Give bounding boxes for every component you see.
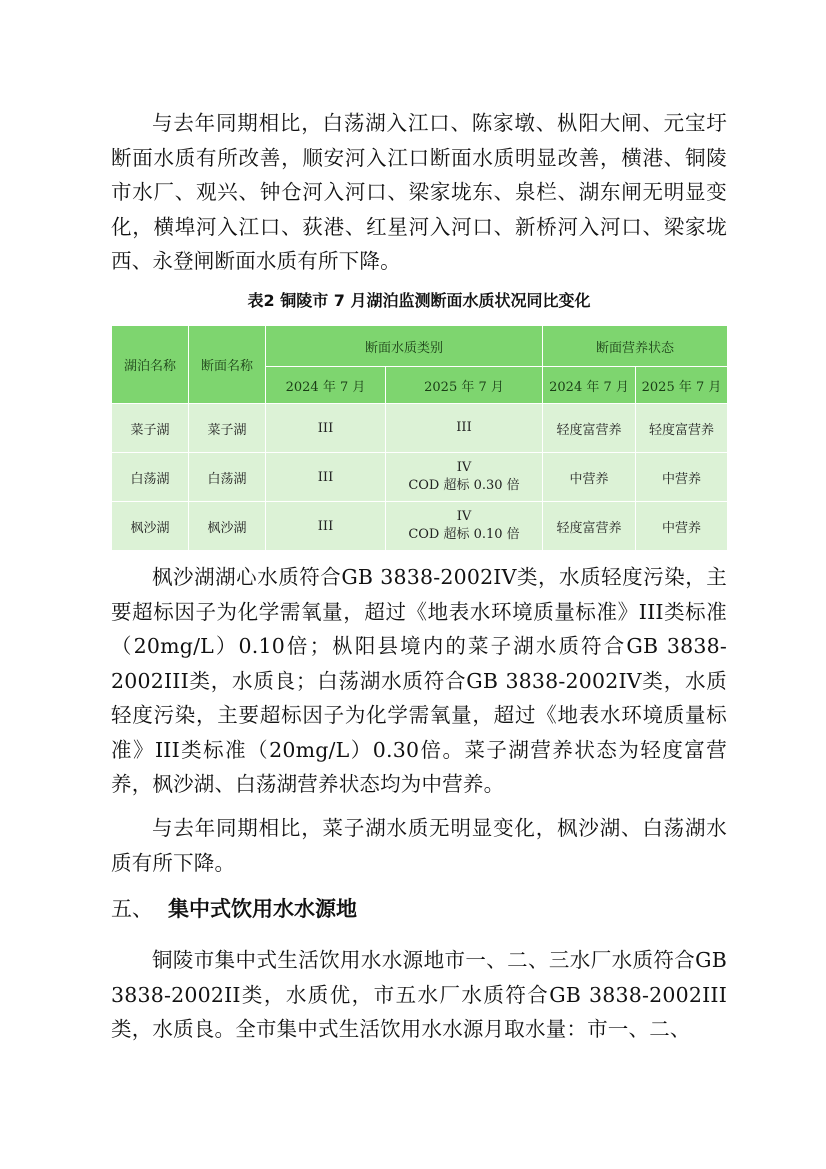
table-row: [112, 502, 728, 551]
cell-lake: 枫沙湖: [112, 502, 189, 551]
cell-lake: 菜子湖: [112, 404, 189, 453]
cell-lake: 白荡湖: [112, 453, 189, 502]
lake-water-quality-table: [111, 325, 728, 551]
cell-class-2025: [386, 453, 543, 502]
cell-class-2024: III: [266, 404, 386, 453]
class-2025-value: IV: [456, 509, 472, 524]
table-title: 表2 铜陵市 7 月湖泊监测断面水质状况同比变化: [247, 291, 591, 310]
header-nutrient-2025: 2025 年 7 月: [636, 367, 728, 404]
header-water-class: 断面水质类别: [266, 326, 543, 367]
cell-nutrient-2024: 轻度富营养: [543, 502, 636, 551]
class-2025-value: III: [456, 420, 472, 435]
header-class-2025: 2025 年 7 月: [386, 367, 543, 404]
section-number: 五、: [111, 897, 153, 921]
section-heading: [111, 894, 357, 924]
header-nutrient-state: 断面营养状态: [543, 326, 728, 367]
cell-nutrient-2024: 中营养: [543, 453, 636, 502]
header-class-2024: 2024 年 7 月: [266, 367, 386, 404]
table-row: [112, 453, 728, 502]
cell-nutrient-2025: 轻度富营养: [636, 404, 728, 453]
class-2025-note: COD 超标 0.30 倍: [408, 478, 520, 493]
paragraph-lake-comparison: 与去年同期相比，菜子湖水质无明显变化，枫沙湖、白荡湖水质有所下降。: [111, 816, 727, 875]
cell-class-2024: III: [266, 502, 386, 551]
header-lake-name: 湖泊名称: [112, 326, 189, 404]
header-nutrient-2024: 2024 年 7 月: [543, 367, 636, 404]
table-row: [112, 404, 728, 453]
cell-class-2025: [386, 502, 543, 551]
cell-section: 白荡湖: [189, 453, 266, 502]
cell-nutrient-2024: 轻度富营养: [543, 404, 636, 453]
cell-nutrient-2025: 中营养: [636, 502, 728, 551]
paragraph-drinking-water: 铜陵市集中式生活饮用水水源地市一、二、三水厂水质符合GB 3838-2002II类，水质优，市五水厂水质符合GB 3838-2002III类，水质良。全市集中式生活饮用水水源月取水量：市一、二、: [111, 948, 727, 1041]
paragraph-lake-quality: 枫沙湖湖心水质符合GB 3838-2002IV类，水质轻度污染，主要超标因子为化学需氧量，超过《地表水环境质量标准》III类标准（20mg/L）0.10倍；枞阳县境内的菜子湖水质符合GB 3838-2002III类，水质良；白荡湖水质符合GB 3838-2002IV类，水质轻度污染，主要超标因子为化学需氧量，超过《地表水环境质量标准》III类标准（20mg/L）0.30倍。菜子湖营养状态为轻度富营养，枫沙湖、白荡湖营养状态均为中营养。: [111, 565, 727, 796]
cell-nutrient-2025: 中营养: [636, 453, 728, 502]
class-2025-value: IV: [456, 460, 472, 475]
cell-class-2024: III: [266, 453, 386, 502]
paragraph-comparison-sections: 与去年同期相比，白荡湖入江口、陈家墩、枞阳大闸、元宝圩断面水质有所改善，顺安河入江口断面水质明显改善，横港、铜陵市水厂、观兴、钟仓河入河口、梁家垅东、泉栏、湖东闸无明显变化，横埠河入江口、荻港、红星河入河口、新桥河入河口、梁家垅西、永登闸断面水质有所下降。: [111, 111, 727, 273]
class-2025-note: COD 超标 0.10 倍: [408, 527, 520, 542]
cell-section: 菜子湖: [189, 404, 266, 453]
cell-class-2025: [386, 404, 543, 453]
cell-section: 枫沙湖: [189, 502, 266, 551]
section-title: 集中式饮用水水源地: [168, 897, 357, 921]
header-section-name: 断面名称: [189, 326, 266, 404]
